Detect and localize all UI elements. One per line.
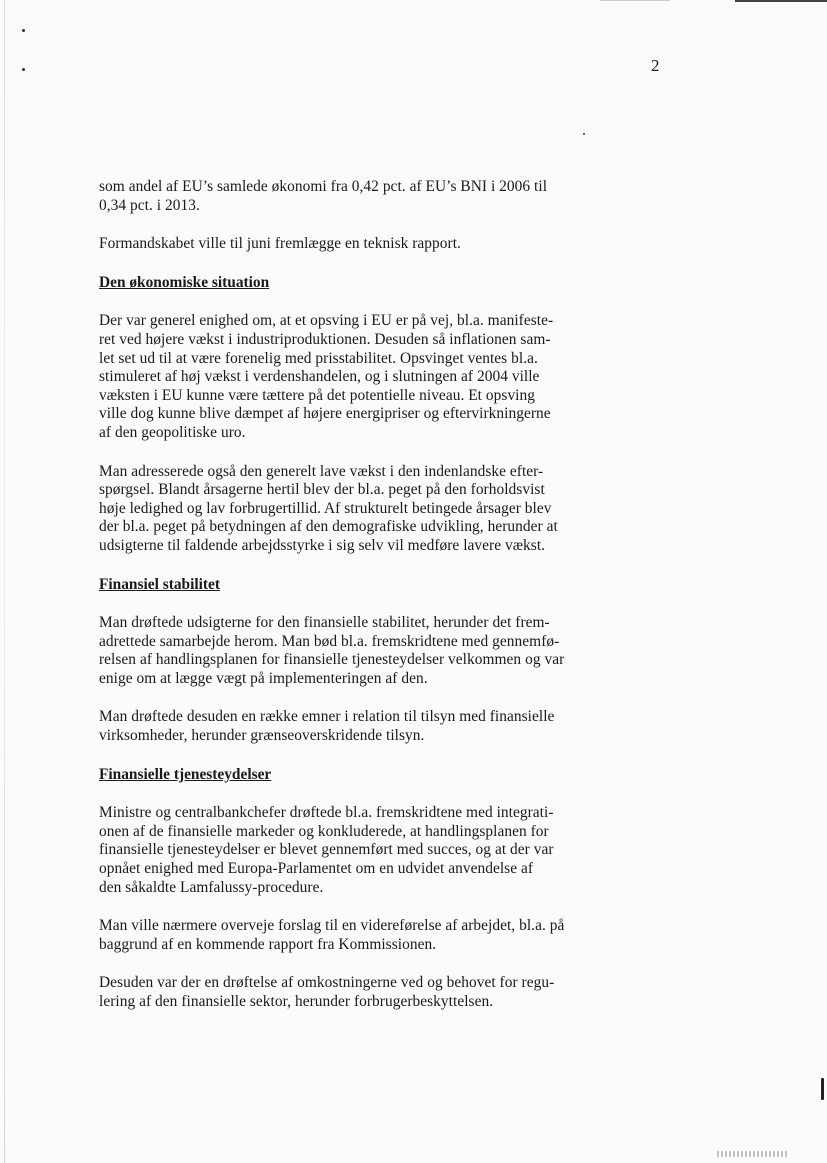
text-line: Formandskabet ville til juni fremlægge en teknisk rapport. <box>99 235 461 253</box>
text-line: baggrund af en kommende rapport fra Kommissionen. <box>99 935 437 953</box>
scan-dot <box>22 68 25 71</box>
text-line: finansielle tjenesteydelser er blevet gennemført med succes, og at der var <box>99 841 554 859</box>
text-line: Ministre og centralbankchefer drøftede bl.a. fremskridtene med integrati- <box>99 804 554 822</box>
text-line: Man ville nærmere overveje forslag til en videreførelse af arbejdet, bl.a. på <box>99 917 565 935</box>
text-line: stimuleret af høj vækst i verdenshandelen, og i slutningen af 2004 ville <box>99 368 540 386</box>
scan-dot <box>583 133 585 135</box>
text-line: udsigterne til faldende arbejdsstyrke i sig selv vil medføre lavere vækst. <box>99 536 546 554</box>
paragraph-financial-stability-outlook <box>99 614 629 688</box>
paragraph-recovery <box>99 312 629 442</box>
document-body <box>99 178 629 1032</box>
paragraph-eu-budget-share <box>99 178 629 215</box>
text-line: adrettede samarbejde herom. Man bød bl.a. fremskridtene med gennemfø- <box>99 632 560 650</box>
text-line: Der var generel enighed om, at et opsving i EU er på vej, bl.a. manifeste- <box>99 312 554 330</box>
paragraph-market-integration <box>99 804 629 897</box>
scan-noise <box>717 1151 787 1157</box>
text-line: ret ved højere vækst i industriproduktionen. Desuden så inflationen sam- <box>99 330 551 348</box>
paragraph-continuation <box>99 917 629 954</box>
scan-top-mark <box>735 0 827 2</box>
heading-financial-services: Finansielle tjenesteydelser <box>99 765 272 783</box>
text-line: opnået enighed med Europa-Parlamentet om en udvidet anvendelse af <box>99 860 534 878</box>
heading-economic-situation: Den økonomiske situation <box>99 273 270 291</box>
heading-financial-stability: Finansiel stabilitet <box>99 575 220 593</box>
text-line: Man drøftede udsigterne for den finansielle stabilitet, herunder det frem- <box>99 614 550 632</box>
text-line: høje ledighed og lav forbrugertillid. Af strukturelt betingede årsager blev <box>99 499 552 517</box>
paragraph-regulation-costs <box>99 974 629 1011</box>
text-line: enige om at lægge vægt på implementeringen af den. <box>99 669 428 687</box>
text-line: 0,34 pct. i 2013. <box>99 196 200 214</box>
scan-binding-mark <box>821 1078 824 1100</box>
text-line: onen af de finansielle markeder og konkluderede, at handlingsplanen for <box>99 822 549 840</box>
text-line: som andel af EU’s samlede økonomi fra 0,42 pct. af EU’s BNI i 2006 til <box>99 178 548 195</box>
text-line: virksomheder, herunder grænseoverskridende tilsyn. <box>99 727 425 745</box>
scan-dot <box>22 29 25 32</box>
text-line: let set ud til at være forenelig med prisstabilitet. Opsvinget ventes bl.a. <box>99 349 538 367</box>
page-number: 2 <box>651 56 660 75</box>
scan-top-mark <box>600 0 670 1</box>
text-line: den såkaldte Lamfalussy-procedure. <box>99 878 324 896</box>
text-line: Man adresserede også den generelt lave vækst i den indenlandske efter- <box>99 462 544 480</box>
text-line: ville dog kunne blive dæmpet af højere energipriser og eftervirkningerne <box>99 405 551 423</box>
text-line: væksten i EU kunne være tættere på det potentielle niveau. Et opsving <box>99 386 536 404</box>
paragraph-supervision <box>99 708 629 745</box>
paragraph-technical-report <box>99 235 629 254</box>
paragraph-domestic-demand <box>99 463 629 556</box>
text-line: Desuden var der en drøftelse af omkostningerne ved og behovet for regu- <box>99 974 555 992</box>
text-line: der bl.a. peget på betydningen af den demografiske udvikling, herunder at <box>99 518 558 536</box>
text-line: Man drøftede desuden en række emner i relation til tilsyn med finansielle <box>99 708 555 726</box>
text-line: lering af den finansielle sektor, herunder forbrugerbeskyttelsen. <box>99 993 494 1010</box>
text-line: af den geopolitiske uro. <box>99 423 246 441</box>
text-line: spørgsel. Blandt årsagerne hertil blev der bl.a. peget på den forholdsvist <box>99 481 545 499</box>
scan-edge-line <box>4 0 5 1163</box>
text-line: relsen af handlingsplanen for finansielle tjenesteydelser velkommen og var <box>99 651 565 669</box>
